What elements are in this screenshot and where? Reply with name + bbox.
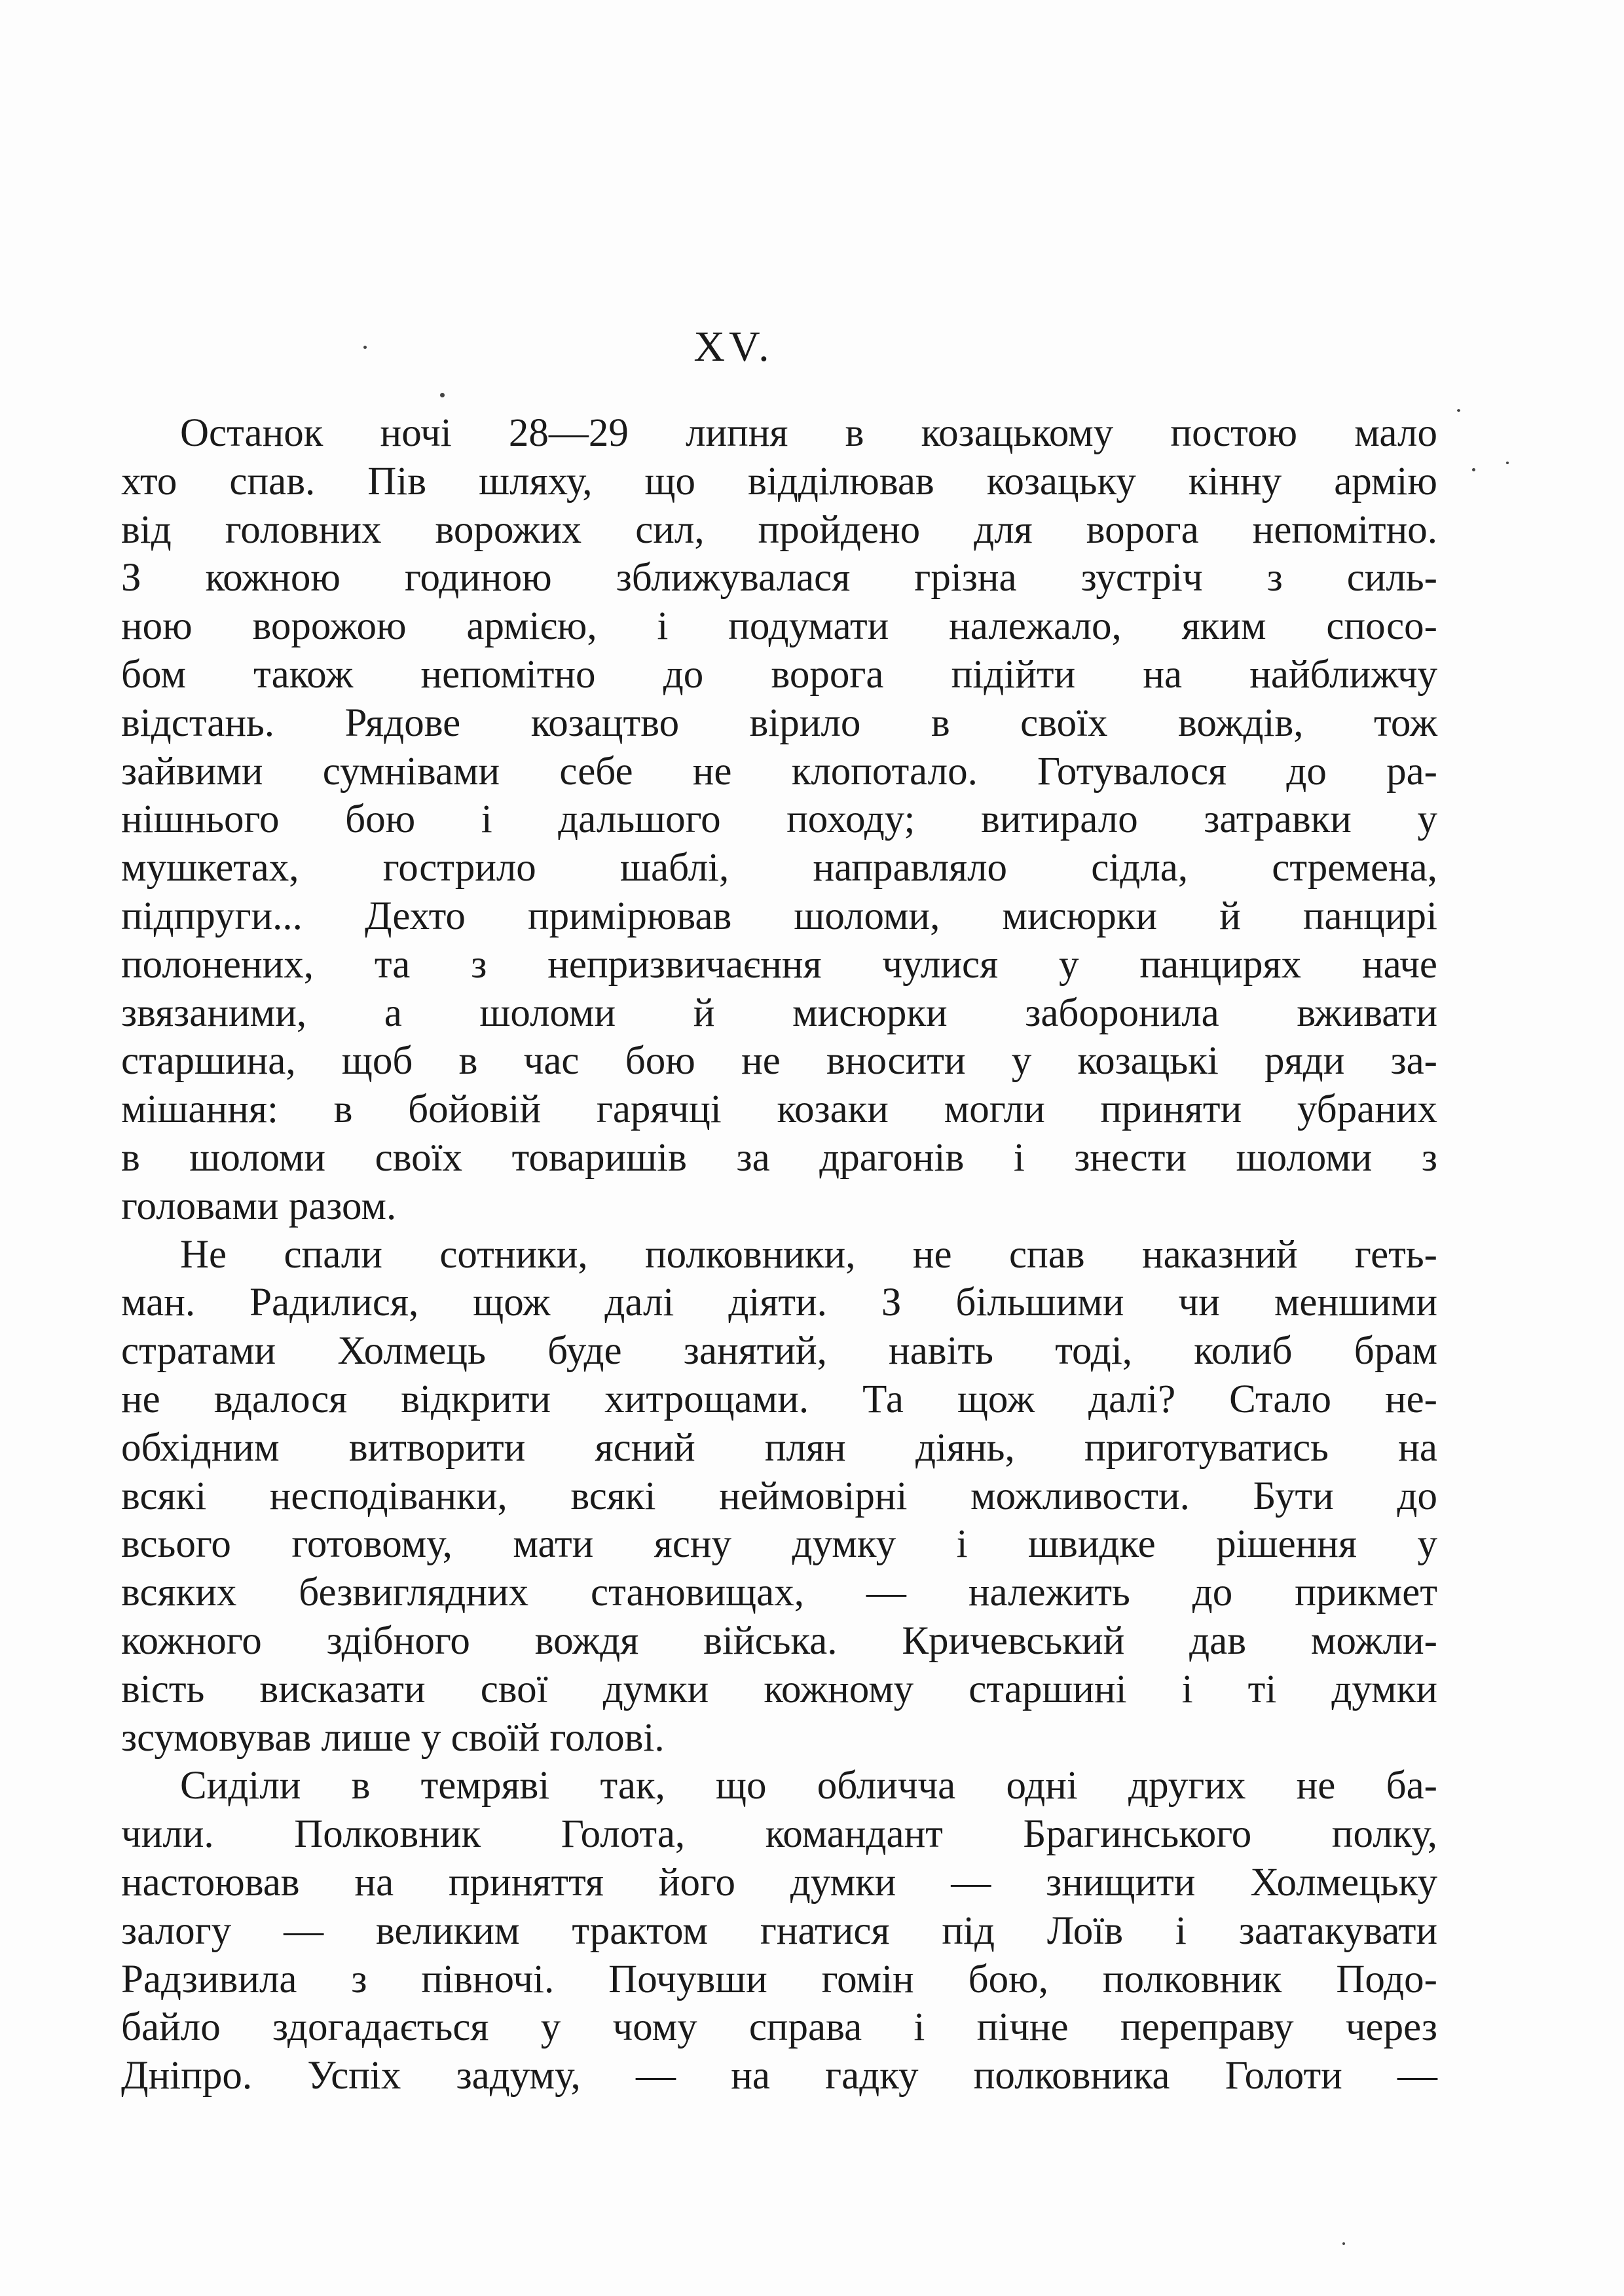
text-line: не вдалося відкрити хитрощами. Та щож далі? Стало не- [121,1377,1437,1421]
text-line: байло здогадається у чому справа і пічне переправу через [121,2005,1437,2050]
text-line: Останок ночі 28—29 липня в козацькому постою мало [180,411,1437,455]
text-line: відстань. Рядове козацтво вірило в своїх вождів, тож [121,701,1437,745]
text-line: хто спав. Пів шляху, що відділював козацьку кінну армію [121,459,1437,503]
text-line: мушкетах, гострило шаблі, направляло сідла, стремена, [121,846,1437,890]
text-line: З кожною годиною зближувалася грізна зустріч з силь- [121,556,1437,600]
text-line: стратами Холмець буде занятий, навіть тоді, колиб брам [121,1329,1437,1374]
text-line: мішання: в бойовій гарячці козаки могли приняти убраних [121,1087,1437,1132]
text-line: вість висказати свої думки кожному старшині і ті думки [121,1667,1437,1711]
text-line: в шоломи своїх товаришів за драгонів і знести шоломи з [121,1135,1437,1180]
text-line: старшина, щоб в час бою не вносити у козацькі ряди за- [121,1039,1437,1084]
text-line: Радзивила з півночі. Почувши гомін бою, полковник Подо- [121,1957,1437,2001]
print-speck [1472,468,1475,471]
text-line: Сиділи в темряві так, що обличча одні других не ба- [180,1764,1437,1808]
text-line: Не спали сотники, полковники, не спав наказний геть- [180,1232,1437,1277]
text-line: Дніпро. Успіх задуму, — на гадку полковника Голоти — [121,2054,1437,2098]
text-line: полонених, та з непризвичаєння чулися у панцирях наче [121,942,1437,987]
text-line: нішнього бою і дальшого походу; витирало затравки у [121,797,1437,842]
text-line: всього готовому, мати ясну думку і швидке рішення у [121,1522,1437,1567]
text-line: залогу — великим трактом гнатися під Лоїв і заатакувати [121,1908,1437,1953]
text-line: всяких безвиглядних становищах, — належить до прикмет [121,1571,1437,1615]
body-text [121,409,1437,2100]
text-line: ною ворожою армією, і подумати належало, яким спосо- [121,604,1437,649]
text-line: чили. Полковник Голота, командант Брагинського полку, [121,1812,1437,1857]
text-line: зайвими сумнівами себе не клопотало. Готувалося до ра- [121,749,1437,793]
print-speck [1506,462,1509,464]
text-line: ман. Радилися, щож далі діяти. З більшими чи меншими [121,1281,1437,1325]
print-speck [1342,2242,1345,2245]
chapter-title: XV. [693,323,773,371]
text-line: головами разом. [121,1184,397,1228]
text-line: підпруги... Дехто примірював шоломи, мисюрки й панцирі [121,894,1437,938]
text-line: кожного здібного вождя війська. Кричевський дав можли- [121,1618,1437,1663]
text-line: всякі несподіванки, всякі неймовірні можливости. Бути до [121,1474,1437,1518]
text-line: бом також непомітно до ворога підійти на найближчу [121,652,1437,697]
text-line: обхідним витворити ясний плян діянь, приготуватись на [121,1425,1437,1470]
text-line: зсумовував лише у своїй голові. [121,1715,665,1760]
text-line: звязаними, а шоломи й мисюрки заборонила вживати [121,991,1437,1035]
text-line: від головних ворожих сил, пройдено для ворога непомітно. [121,507,1437,552]
print-speck [440,393,445,397]
print-speck [1457,409,1460,412]
text-line: настоював на приняття його думки — знищити Холмецьку [121,1860,1437,1904]
